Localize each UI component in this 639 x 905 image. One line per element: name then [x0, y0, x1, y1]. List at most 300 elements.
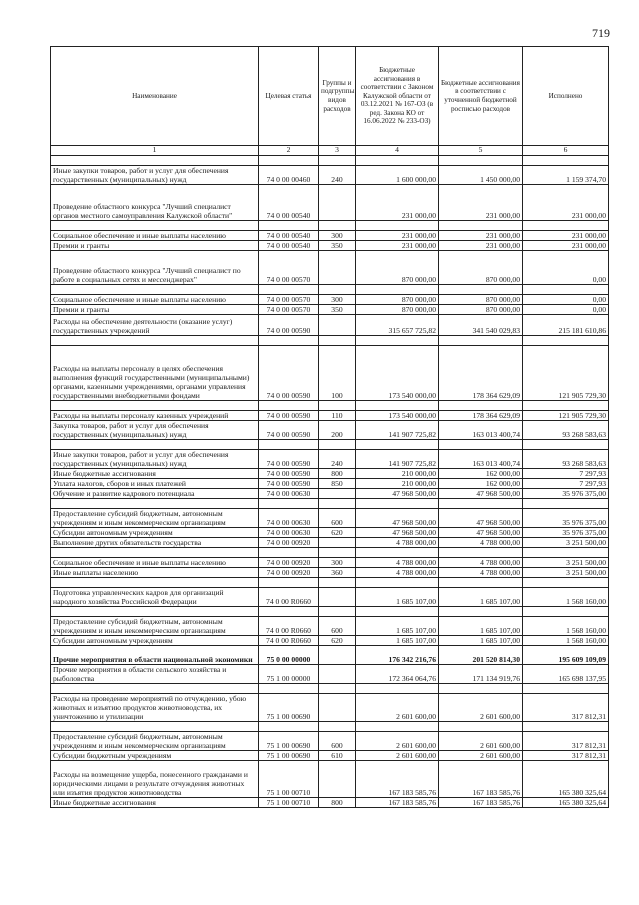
row-group-cell	[319, 251, 356, 285]
spacer-cell	[51, 722, 259, 732]
row-name-cell: Проведение областного конкурса "Лучший специалист по работе в социальных сетях и мессенджерах"	[51, 251, 259, 285]
spacer-row	[51, 156, 609, 166]
row-name-cell: Прочие мероприятия в области национальной экономики	[51, 646, 259, 665]
row-group-cell: 610	[319, 751, 356, 761]
col-num: 4	[356, 146, 439, 156]
spacer-cell	[439, 578, 523, 588]
row-executed-amount-cell: 1 568 160,00	[523, 588, 609, 607]
table-row	[51, 450, 609, 469]
table-row	[51, 761, 609, 798]
row-name-cell: Выполнение других обязательств государства	[51, 538, 259, 548]
row-law-amount-cell: 47 968 500,00	[356, 509, 439, 528]
row-target-code-cell: 75 1 00 00710	[259, 798, 319, 808]
row-group-cell	[319, 646, 356, 665]
spacer-cell	[259, 684, 319, 694]
spacer-row	[51, 578, 609, 588]
row-law-amount-cell: 167 183 585,76	[356, 761, 439, 798]
row-refined-amount-cell: 231 000,00	[439, 241, 523, 251]
spacer-cell	[51, 607, 259, 617]
col-num: 5	[439, 146, 523, 156]
spacer-cell	[51, 499, 259, 509]
row-name-cell: Расходы на обеспечение деятельности (оказание услуг) государственных учреждений	[51, 315, 259, 336]
row-refined-amount-cell: 1 450 000,00	[439, 166, 523, 185]
col-num: 2	[259, 146, 319, 156]
row-target-code-cell: 74 0 00 00590	[259, 450, 319, 469]
row-name-cell: Предоставление субсидий бюджетным, автономным учреждениям и иным некоммерческим организациям	[51, 617, 259, 636]
row-group-cell: 600	[319, 732, 356, 751]
row-name-cell: Расходы на выплаты персоналу казенных учреждений	[51, 411, 259, 421]
spacer-cell	[319, 684, 356, 694]
table-row	[51, 646, 609, 665]
spacer-cell	[51, 548, 259, 558]
spacer-cell	[439, 722, 523, 732]
row-refined-amount-cell: 178 364 629,09	[439, 346, 523, 401]
row-refined-amount-cell: 167 183 585,76	[439, 798, 523, 808]
header-name: Наименование	[51, 47, 259, 146]
table-row	[51, 694, 609, 722]
budget-table	[50, 46, 609, 808]
row-executed-amount-cell: 93 268 583,63	[523, 421, 609, 440]
table-row	[51, 489, 609, 499]
spacer-cell	[523, 548, 609, 558]
row-law-amount-cell: 47 968 500,00	[356, 528, 439, 538]
row-name-cell: Предоставление субсидий бюджетным, автономным учреждениям и иным некоммерческим организациям	[51, 509, 259, 528]
row-law-amount-cell: 2 601 600,00	[356, 732, 439, 751]
spacer-cell	[439, 156, 523, 166]
row-refined-amount-cell: 341 540 029,83	[439, 315, 523, 336]
row-name-cell: Социальное обеспечение и иные выплаты населению	[51, 231, 259, 241]
spacer-row	[51, 401, 609, 411]
spacer-cell	[356, 684, 439, 694]
row-refined-amount-cell: 231 000,00	[439, 185, 523, 221]
row-executed-amount-cell: 317 812,31	[523, 732, 609, 751]
row-executed-amount-cell: 7 297,93	[523, 479, 609, 489]
row-name-cell: Социальное обеспечение и иные выплаты населению	[51, 295, 259, 305]
row-target-code-cell: 74 0 00 00570	[259, 305, 319, 315]
row-refined-amount-cell: 1 685 107,00	[439, 617, 523, 636]
row-law-amount-cell: 173 540 000,00	[356, 411, 439, 421]
spacer-row	[51, 499, 609, 509]
table-row	[51, 411, 609, 421]
row-refined-amount-cell: 1 685 107,00	[439, 588, 523, 607]
row-law-amount-cell: 2 601 600,00	[356, 694, 439, 722]
spacer-cell	[319, 499, 356, 509]
row-law-amount-cell: 172 364 064,76	[356, 665, 439, 684]
spacer-cell	[356, 607, 439, 617]
row-refined-amount-cell: 231 000,00	[439, 231, 523, 241]
spacer-row	[51, 440, 609, 450]
spacer-cell	[319, 285, 356, 295]
spacer-cell	[439, 221, 523, 231]
table-row	[51, 798, 609, 808]
row-target-code-cell: 74 0 00 00540	[259, 241, 319, 251]
table-row	[51, 617, 609, 636]
spacer-cell	[51, 578, 259, 588]
spacer-cell	[259, 156, 319, 166]
table-row	[51, 346, 609, 401]
row-group-cell: 620	[319, 636, 356, 646]
row-executed-amount-cell: 231 000,00	[523, 241, 609, 251]
spacer-cell	[319, 336, 356, 346]
row-name-cell: Иные закупки товаров, работ и услуг для обеспечения государственных (муниципальных) нужд	[51, 166, 259, 185]
row-target-code-cell: 74 0 00 00590	[259, 421, 319, 440]
row-law-amount-cell: 176 342 216,76	[356, 646, 439, 665]
row-executed-amount-cell: 317 812,31	[523, 751, 609, 761]
row-target-code-cell: 74 0 00 00570	[259, 251, 319, 285]
row-name-cell: Иные выплаты населению	[51, 568, 259, 578]
row-group-cell: 350	[319, 241, 356, 251]
spacer-cell	[523, 285, 609, 295]
row-target-code-cell: 74 0 00 00540	[259, 231, 319, 241]
row-group-cell: 600	[319, 509, 356, 528]
row-law-amount-cell: 1 600 000,00	[356, 166, 439, 185]
header-executed: Исполнено	[523, 47, 609, 146]
spacer-cell	[356, 221, 439, 231]
row-name-cell: Расходы на возмещение ущерба, понесенного гражданами и юридическими лицами в результате отчуждения животных или изъятия продуктов животноводства	[51, 761, 259, 798]
table-row	[51, 315, 609, 336]
column-number-row	[51, 146, 609, 156]
spacer-cell	[259, 722, 319, 732]
table-row	[51, 469, 609, 479]
row-refined-amount-cell: 162 000,00	[439, 469, 523, 479]
row-executed-amount-cell: 35 976 375,00	[523, 489, 609, 499]
spacer-cell	[523, 722, 609, 732]
row-target-code-cell: 74 0 00 00540	[259, 185, 319, 221]
spacer-cell	[319, 722, 356, 732]
row-executed-amount-cell: 93 268 583,63	[523, 450, 609, 469]
spacer-cell	[439, 440, 523, 450]
row-executed-amount-cell: 3 251 500,00	[523, 568, 609, 578]
row-group-cell: 200	[319, 421, 356, 440]
row-name-cell: Премии и гранты	[51, 241, 259, 251]
row-group-cell: 800	[319, 798, 356, 808]
spacer-cell	[523, 499, 609, 509]
row-name-cell: Иные бюджетные ассигнования	[51, 469, 259, 479]
row-target-code-cell: 74 0 00 00590	[259, 469, 319, 479]
row-group-cell	[319, 489, 356, 499]
spacer-cell	[356, 285, 439, 295]
row-executed-amount-cell: 7 297,93	[523, 469, 609, 479]
col-num: 6	[523, 146, 609, 156]
spacer-cell	[259, 285, 319, 295]
spacer-cell	[259, 548, 319, 558]
row-refined-amount-cell: 4 788 000,00	[439, 558, 523, 568]
spacer-row	[51, 607, 609, 617]
row-target-code-cell: 74 0 00 R0660	[259, 636, 319, 646]
spacer-cell	[319, 156, 356, 166]
spacer-cell	[356, 336, 439, 346]
spacer-cell	[356, 499, 439, 509]
table-row	[51, 305, 609, 315]
row-refined-amount-cell: 47 968 500,00	[439, 528, 523, 538]
spacer-cell	[439, 401, 523, 411]
row-executed-amount-cell: 0,00	[523, 305, 609, 315]
table-row	[51, 568, 609, 578]
row-group-cell	[319, 315, 356, 336]
row-group-cell: 620	[319, 528, 356, 538]
spacer-cell	[51, 156, 259, 166]
spacer-cell	[439, 684, 523, 694]
row-refined-amount-cell: 201 520 814,30	[439, 646, 523, 665]
row-target-code-cell: 74 0 00 00630	[259, 509, 319, 528]
row-group-cell: 240	[319, 450, 356, 469]
row-group-cell: 350	[319, 305, 356, 315]
table-row	[51, 479, 609, 489]
spacer-row	[51, 722, 609, 732]
row-executed-amount-cell: 215 181 610,86	[523, 315, 609, 336]
row-executed-amount-cell: 165 698 137,95	[523, 665, 609, 684]
spacer-cell	[356, 722, 439, 732]
row-executed-amount-cell: 231 000,00	[523, 231, 609, 241]
row-refined-amount-cell: 163 013 400,74	[439, 421, 523, 440]
row-name-cell: Закупка товаров, работ и услуг для обеспечения государственных (муниципальных) нужд	[51, 421, 259, 440]
row-group-cell	[319, 665, 356, 684]
spacer-cell	[439, 499, 523, 509]
spacer-cell	[51, 440, 259, 450]
table-row	[51, 185, 609, 221]
spacer-cell	[523, 440, 609, 450]
col-num: 1	[51, 146, 259, 156]
row-law-amount-cell: 4 788 000,00	[356, 558, 439, 568]
table-row	[51, 421, 609, 440]
table-row	[51, 665, 609, 684]
row-law-amount-cell: 1 685 107,00	[356, 636, 439, 646]
spacer-cell	[356, 440, 439, 450]
row-group-cell	[319, 694, 356, 722]
row-target-code-cell: 74 0 00 00920	[259, 538, 319, 548]
row-law-amount-cell: 210 000,00	[356, 469, 439, 479]
row-name-cell: Иные бюджетные ассигнования	[51, 798, 259, 808]
spacer-cell	[523, 684, 609, 694]
row-executed-amount-cell: 231 000,00	[523, 185, 609, 221]
row-target-code-cell: 74 0 00 00590	[259, 479, 319, 489]
row-target-code-cell: 75 1 00 00690	[259, 732, 319, 751]
spacer-cell	[259, 401, 319, 411]
row-refined-amount-cell: 47 968 500,00	[439, 509, 523, 528]
spacer-cell	[51, 684, 259, 694]
row-group-cell	[319, 761, 356, 798]
spacer-row	[51, 221, 609, 231]
row-refined-amount-cell: 171 134 919,76	[439, 665, 523, 684]
row-name-cell: Социальное обеспечение и иные выплаты населению	[51, 558, 259, 568]
table-row	[51, 751, 609, 761]
row-target-code-cell: 74 0 00 00920	[259, 568, 319, 578]
table-row	[51, 732, 609, 751]
table-row	[51, 636, 609, 646]
row-refined-amount-cell: 2 601 600,00	[439, 732, 523, 751]
table-row	[51, 528, 609, 538]
row-executed-amount-cell: 0,00	[523, 295, 609, 305]
row-target-code-cell: 74 0 00 00570	[259, 295, 319, 305]
table-row	[51, 295, 609, 305]
row-executed-amount-cell: 1 568 160,00	[523, 636, 609, 646]
row-law-amount-cell: 141 907 725,82	[356, 450, 439, 469]
row-target-code-cell: 75 0 00 00000	[259, 646, 319, 665]
spacer-cell	[259, 221, 319, 231]
row-law-amount-cell: 870 000,00	[356, 305, 439, 315]
row-name-cell: Проведение областного конкурса "Лучший специалист органов местного самоуправления Калужской области"	[51, 185, 259, 221]
spacer-cell	[439, 548, 523, 558]
spacer-cell	[259, 440, 319, 450]
spacer-cell	[319, 548, 356, 558]
row-refined-amount-cell: 1 685 107,00	[439, 636, 523, 646]
table-row	[51, 588, 609, 607]
row-name-cell: Уплата налогов, сборов и иных платежей	[51, 479, 259, 489]
header-refined: Бюджетные ассигнования в соответствии с уточненной бюджетной росписью расходов	[439, 47, 523, 146]
row-executed-amount-cell: 195 609 109,09	[523, 646, 609, 665]
spacer-cell	[319, 607, 356, 617]
row-target-code-cell: 75 1 00 00710	[259, 761, 319, 798]
spacer-cell	[356, 548, 439, 558]
row-group-cell: 300	[319, 558, 356, 568]
spacer-cell	[259, 607, 319, 617]
spacer-cell	[523, 156, 609, 166]
row-executed-amount-cell: 1 159 374,70	[523, 166, 609, 185]
spacer-cell	[356, 156, 439, 166]
row-refined-amount-cell: 2 601 600,00	[439, 694, 523, 722]
row-refined-amount-cell: 870 000,00	[439, 295, 523, 305]
table-row	[51, 251, 609, 285]
row-group-cell	[319, 185, 356, 221]
row-name-cell: Субсидии автономным учреждениям	[51, 636, 259, 646]
spacer-row	[51, 336, 609, 346]
row-executed-amount-cell: 165 380 325,64	[523, 761, 609, 798]
row-target-code-cell: 75 1 00 00000	[259, 665, 319, 684]
row-group-cell: 800	[319, 469, 356, 479]
table-row	[51, 231, 609, 241]
row-group-cell	[319, 588, 356, 607]
header-law: Бюджетные ассигнования в соответствии с Законом Калужской области от 03.12.2021 № 167-ОЗ (в ред. Закона КО от 16.06.2022 № 233-ОЗ)	[356, 47, 439, 146]
spacer-row	[51, 684, 609, 694]
row-law-amount-cell: 1 685 107,00	[356, 617, 439, 636]
row-target-code-cell: 75 1 00 00690	[259, 751, 319, 761]
row-refined-amount-cell: 870 000,00	[439, 251, 523, 285]
spacer-cell	[319, 440, 356, 450]
row-target-code-cell: 74 0 00 00920	[259, 558, 319, 568]
row-refined-amount-cell: 4 788 000,00	[439, 568, 523, 578]
row-name-cell: Расходы на проведение мероприятий по отчуждению, убою животных и изъятию продуктов животноводства, их уничтожению и утилизации	[51, 694, 259, 722]
spacer-cell	[51, 401, 259, 411]
row-executed-amount-cell: 317 812,31	[523, 694, 609, 722]
row-target-code-cell: 74 0 00 00590	[259, 346, 319, 401]
row-refined-amount-cell: 870 000,00	[439, 305, 523, 315]
table-row	[51, 538, 609, 548]
row-executed-amount-cell: 3 251 500,00	[523, 538, 609, 548]
row-name-cell: Расходы на выплаты персоналу в целях обеспечения выполнения функций государственными (муниципальными) органами, казенными учреждениями, органами управления государственными внебюджетными фондами	[51, 346, 259, 401]
row-executed-amount-cell: 121 905 729,30	[523, 346, 609, 401]
row-target-code-cell: 74 0 00 00590	[259, 315, 319, 336]
spacer-cell	[439, 285, 523, 295]
row-group-cell: 110	[319, 411, 356, 421]
spacer-cell	[319, 221, 356, 231]
row-law-amount-cell: 210 000,00	[356, 479, 439, 489]
row-refined-amount-cell: 167 183 585,76	[439, 761, 523, 798]
row-refined-amount-cell: 4 788 000,00	[439, 538, 523, 548]
spacer-cell	[356, 578, 439, 588]
row-law-amount-cell: 1 685 107,00	[356, 588, 439, 607]
row-law-amount-cell: 870 000,00	[356, 251, 439, 285]
row-group-cell: 600	[319, 617, 356, 636]
header-target: Целевая статья	[259, 47, 319, 146]
row-refined-amount-cell: 2 601 600,00	[439, 751, 523, 761]
row-law-amount-cell: 47 968 500,00	[356, 489, 439, 499]
row-name-cell: Обучение и развитие кадрового потенциала	[51, 489, 259, 499]
row-refined-amount-cell: 178 364 629,09	[439, 411, 523, 421]
row-law-amount-cell: 231 000,00	[356, 241, 439, 251]
spacer-cell	[259, 336, 319, 346]
spacer-cell	[439, 336, 523, 346]
spacer-cell	[51, 221, 259, 231]
row-law-amount-cell: 315 657 725,82	[356, 315, 439, 336]
row-target-code-cell: 74 0 00 R0660	[259, 617, 319, 636]
row-law-amount-cell: 173 540 000,00	[356, 346, 439, 401]
row-law-amount-cell: 141 907 725,82	[356, 421, 439, 440]
spacer-cell	[259, 578, 319, 588]
row-group-cell: 100	[319, 346, 356, 401]
row-executed-amount-cell: 121 905 729,30	[523, 411, 609, 421]
row-target-code-cell: 75 1 00 00690	[259, 694, 319, 722]
spacer-cell	[51, 336, 259, 346]
row-law-amount-cell: 231 000,00	[356, 185, 439, 221]
spacer-cell	[523, 401, 609, 411]
row-group-cell: 850	[319, 479, 356, 489]
spacer-cell	[356, 401, 439, 411]
row-executed-amount-cell: 3 251 500,00	[523, 558, 609, 568]
row-target-code-cell: 74 0 00 00630	[259, 528, 319, 538]
row-name-cell: Предоставление субсидий бюджетным, автономным учреждениям и иным некоммерческим организациям	[51, 732, 259, 751]
row-executed-amount-cell: 35 976 375,00	[523, 528, 609, 538]
spacer-cell	[51, 285, 259, 295]
header-row	[51, 47, 609, 146]
row-law-amount-cell: 167 183 585,76	[356, 798, 439, 808]
row-law-amount-cell: 2 601 600,00	[356, 751, 439, 761]
table-body	[51, 156, 609, 808]
spacer-cell	[523, 607, 609, 617]
header-group: Группы и подгруппы видов расходов	[319, 47, 356, 146]
spacer-row	[51, 285, 609, 295]
page-number: 719	[592, 26, 610, 40]
row-name-cell: Субсидии автономным учреждениям	[51, 528, 259, 538]
row-group-cell: 240	[319, 166, 356, 185]
spacer-cell	[319, 401, 356, 411]
table-row	[51, 558, 609, 568]
row-law-amount-cell: 231 000,00	[356, 231, 439, 241]
row-target-code-cell: 74 0 00 R0660	[259, 588, 319, 607]
row-executed-amount-cell: 0,00	[523, 251, 609, 285]
row-executed-amount-cell: 35 976 375,00	[523, 509, 609, 528]
row-name-cell: Субсидии бюджетным учреждениям	[51, 751, 259, 761]
spacer-cell	[523, 578, 609, 588]
spacer-cell	[439, 607, 523, 617]
row-group-cell: 300	[319, 295, 356, 305]
table-row	[51, 241, 609, 251]
row-executed-amount-cell: 1 568 160,00	[523, 617, 609, 636]
spacer-cell	[523, 221, 609, 231]
row-target-code-cell: 74 0 00 00460	[259, 166, 319, 185]
row-refined-amount-cell: 47 968 500,00	[439, 489, 523, 499]
row-refined-amount-cell: 162 000,00	[439, 479, 523, 489]
table-row	[51, 509, 609, 528]
col-num: 3	[319, 146, 356, 156]
spacer-cell	[319, 578, 356, 588]
row-executed-amount-cell: 165 380 325,64	[523, 798, 609, 808]
table-row	[51, 166, 609, 185]
spacer-cell	[259, 499, 319, 509]
row-law-amount-cell: 4 788 000,00	[356, 538, 439, 548]
row-group-cell: 300	[319, 231, 356, 241]
row-law-amount-cell: 4 788 000,00	[356, 568, 439, 578]
spacer-row	[51, 548, 609, 558]
